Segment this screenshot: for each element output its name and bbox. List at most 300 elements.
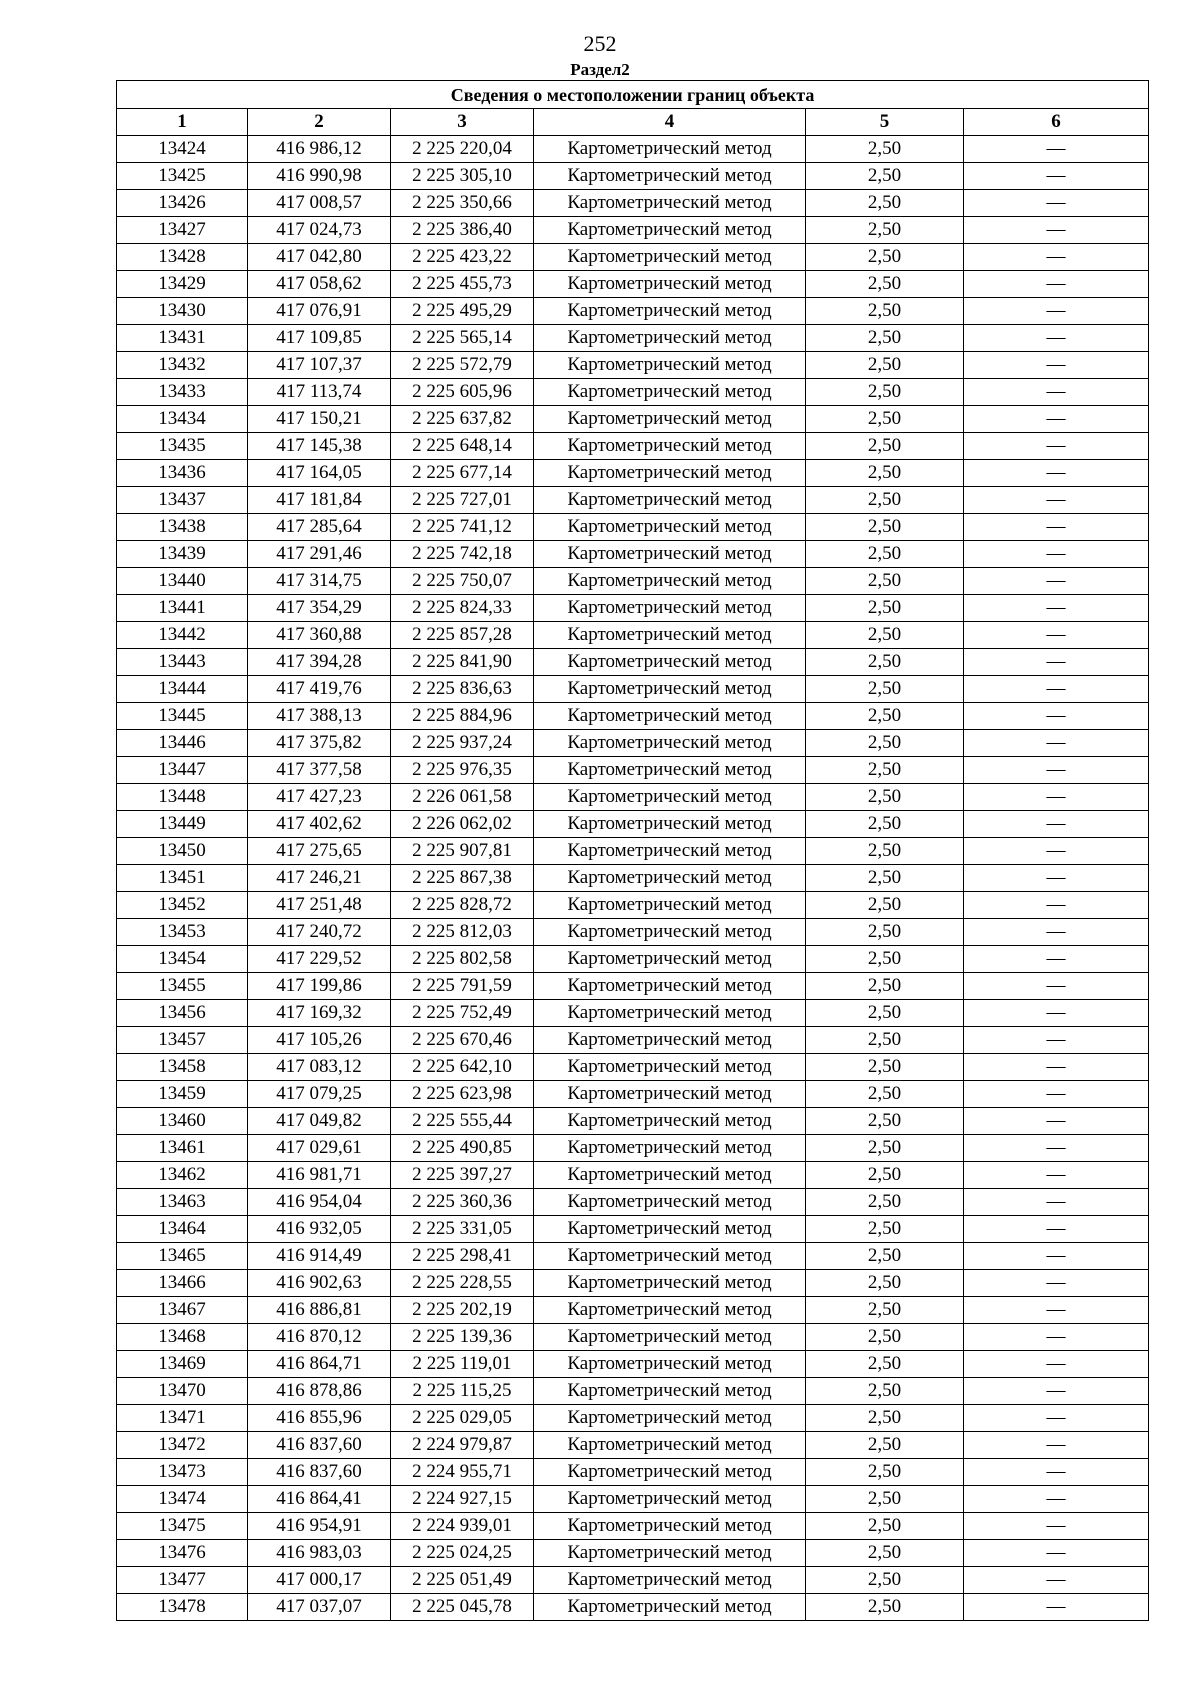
table-row bbox=[117, 1162, 1149, 1189]
table-row bbox=[117, 217, 1149, 244]
description-cell: — bbox=[964, 1459, 1149, 1486]
y-coordinate-cell: 2 225 648,14 bbox=[391, 433, 534, 460]
table-title: Сведения о местоположении границ объекта bbox=[117, 81, 1149, 109]
x-coordinate-cell: 417 291,46 bbox=[248, 541, 391, 568]
point-number-cell: 13464 bbox=[117, 1216, 248, 1243]
accuracy-cell: 2,50 bbox=[806, 622, 964, 649]
method-cell: Картометрический метод bbox=[534, 1432, 806, 1459]
method-cell: Картометрический метод bbox=[534, 298, 806, 325]
x-coordinate-cell: 416 870,12 bbox=[248, 1324, 391, 1351]
x-coordinate-cell: 417 419,76 bbox=[248, 676, 391, 703]
accuracy-cell: 2,50 bbox=[806, 919, 964, 946]
method-cell: Картометрический метод bbox=[534, 973, 806, 1000]
point-number-cell: 13439 bbox=[117, 541, 248, 568]
x-coordinate-cell: 417 037,07 bbox=[248, 1594, 391, 1621]
method-cell: Картометрический метод bbox=[534, 1081, 806, 1108]
description-cell: — bbox=[964, 865, 1149, 892]
method-cell: Картометрический метод bbox=[534, 1486, 806, 1513]
method-cell: Картометрический метод bbox=[534, 1513, 806, 1540]
x-coordinate-cell: 417 083,12 bbox=[248, 1054, 391, 1081]
description-cell: — bbox=[964, 1594, 1149, 1621]
description-cell: — bbox=[964, 946, 1149, 973]
accuracy-cell: 2,50 bbox=[806, 406, 964, 433]
y-coordinate-cell: 2 225 202,19 bbox=[391, 1297, 534, 1324]
point-number-cell: 13435 bbox=[117, 433, 248, 460]
table-row bbox=[117, 568, 1149, 595]
description-cell: — bbox=[964, 1486, 1149, 1513]
y-coordinate-cell: 2 225 350,66 bbox=[391, 190, 534, 217]
description-cell: — bbox=[964, 1216, 1149, 1243]
point-number-cell: 13437 bbox=[117, 487, 248, 514]
description-cell: — bbox=[964, 703, 1149, 730]
accuracy-cell: 2,50 bbox=[806, 1567, 964, 1594]
accuracy-cell: 2,50 bbox=[806, 703, 964, 730]
y-coordinate-cell: 2 225 812,03 bbox=[391, 919, 534, 946]
y-coordinate-cell: 2 225 802,58 bbox=[391, 946, 534, 973]
point-number-cell: 13466 bbox=[117, 1270, 248, 1297]
point-number-cell: 13463 bbox=[117, 1189, 248, 1216]
point-number-cell: 13434 bbox=[117, 406, 248, 433]
method-cell: Картометрический метод bbox=[534, 1135, 806, 1162]
table-row bbox=[117, 1108, 1149, 1135]
point-number-cell: 13427 bbox=[117, 217, 248, 244]
method-cell: Картометрический метод bbox=[534, 1405, 806, 1432]
description-cell: — bbox=[964, 1378, 1149, 1405]
accuracy-cell: 2,50 bbox=[806, 487, 964, 514]
method-cell: Картометрический метод bbox=[534, 649, 806, 676]
description-cell: — bbox=[964, 1567, 1149, 1594]
description-cell: — bbox=[964, 1540, 1149, 1567]
description-cell: — bbox=[964, 1108, 1149, 1135]
column-header: 4 bbox=[534, 109, 806, 136]
method-cell: Картометрический метод bbox=[534, 1459, 806, 1486]
x-coordinate-cell: 416 914,49 bbox=[248, 1243, 391, 1270]
accuracy-cell: 2,50 bbox=[806, 217, 964, 244]
accuracy-cell: 2,50 bbox=[806, 568, 964, 595]
description-cell: — bbox=[964, 1081, 1149, 1108]
column-header: 5 bbox=[806, 109, 964, 136]
y-coordinate-cell: 2 225 051,49 bbox=[391, 1567, 534, 1594]
accuracy-cell: 2,50 bbox=[806, 541, 964, 568]
description-cell: — bbox=[964, 757, 1149, 784]
method-cell: Картометрический метод bbox=[534, 190, 806, 217]
point-number-cell: 13465 bbox=[117, 1243, 248, 1270]
table-row bbox=[117, 703, 1149, 730]
point-number-cell: 13473 bbox=[117, 1459, 248, 1486]
point-number-cell: 13444 bbox=[117, 676, 248, 703]
x-coordinate-cell: 416 990,98 bbox=[248, 163, 391, 190]
description-cell: — bbox=[964, 1243, 1149, 1270]
x-coordinate-cell: 416 902,63 bbox=[248, 1270, 391, 1297]
description-cell: — bbox=[964, 595, 1149, 622]
x-coordinate-cell: 416 954,04 bbox=[248, 1189, 391, 1216]
description-cell: — bbox=[964, 136, 1149, 163]
accuracy-cell: 2,50 bbox=[806, 1108, 964, 1135]
x-coordinate-cell: 416 954,91 bbox=[248, 1513, 391, 1540]
method-cell: Картометрический метод bbox=[534, 1162, 806, 1189]
accuracy-cell: 2,50 bbox=[806, 298, 964, 325]
table-row bbox=[117, 379, 1149, 406]
description-cell: — bbox=[964, 811, 1149, 838]
x-coordinate-cell: 417 029,61 bbox=[248, 1135, 391, 1162]
x-coordinate-cell: 417 388,13 bbox=[248, 703, 391, 730]
y-coordinate-cell: 2 225 331,05 bbox=[391, 1216, 534, 1243]
y-coordinate-cell: 2 225 623,98 bbox=[391, 1081, 534, 1108]
description-cell: — bbox=[964, 352, 1149, 379]
point-number-cell: 13440 bbox=[117, 568, 248, 595]
point-number-cell: 13478 bbox=[117, 1594, 248, 1621]
method-cell: Картометрический метод bbox=[534, 1108, 806, 1135]
description-cell: — bbox=[964, 1351, 1149, 1378]
method-cell: Картометрический метод bbox=[534, 352, 806, 379]
x-coordinate-cell: 417 058,62 bbox=[248, 271, 391, 298]
method-cell: Картометрический метод bbox=[534, 1324, 806, 1351]
method-cell: Картометрический метод bbox=[534, 1189, 806, 1216]
method-cell: Картометрический метод bbox=[534, 676, 806, 703]
table-row bbox=[117, 1405, 1149, 1432]
description-cell: — bbox=[964, 622, 1149, 649]
x-coordinate-cell: 417 164,05 bbox=[248, 460, 391, 487]
table-row bbox=[117, 892, 1149, 919]
table-row bbox=[117, 919, 1149, 946]
x-coordinate-cell: 417 229,52 bbox=[248, 946, 391, 973]
accuracy-cell: 2,50 bbox=[806, 1189, 964, 1216]
x-coordinate-cell: 417 360,88 bbox=[248, 622, 391, 649]
table-row bbox=[117, 1351, 1149, 1378]
x-coordinate-cell: 416 932,05 bbox=[248, 1216, 391, 1243]
method-cell: Картометрический метод bbox=[534, 784, 806, 811]
table-row bbox=[117, 838, 1149, 865]
y-coordinate-cell: 2 225 298,41 bbox=[391, 1243, 534, 1270]
y-coordinate-cell: 2 225 841,90 bbox=[391, 649, 534, 676]
point-number-cell: 13428 bbox=[117, 244, 248, 271]
table-row bbox=[117, 811, 1149, 838]
x-coordinate-cell: 416 864,41 bbox=[248, 1486, 391, 1513]
column-header-row bbox=[117, 109, 1149, 136]
accuracy-cell: 2,50 bbox=[806, 1297, 964, 1324]
description-cell: — bbox=[964, 1135, 1149, 1162]
description-cell: — bbox=[964, 1189, 1149, 1216]
point-number-cell: 13470 bbox=[117, 1378, 248, 1405]
table-row bbox=[117, 1243, 1149, 1270]
x-coordinate-cell: 417 150,21 bbox=[248, 406, 391, 433]
point-number-cell: 13429 bbox=[117, 271, 248, 298]
table-row bbox=[117, 1135, 1149, 1162]
method-cell: Картометрический метод bbox=[534, 460, 806, 487]
table-row bbox=[117, 730, 1149, 757]
description-cell: — bbox=[964, 838, 1149, 865]
table-row bbox=[117, 1486, 1149, 1513]
accuracy-cell: 2,50 bbox=[806, 379, 964, 406]
y-coordinate-cell: 2 225 670,46 bbox=[391, 1027, 534, 1054]
y-coordinate-cell: 2 225 642,10 bbox=[391, 1054, 534, 1081]
table-row bbox=[117, 541, 1149, 568]
accuracy-cell: 2,50 bbox=[806, 676, 964, 703]
x-coordinate-cell: 417 169,32 bbox=[248, 1000, 391, 1027]
method-cell: Картометрический метод bbox=[534, 838, 806, 865]
table-row bbox=[117, 460, 1149, 487]
description-cell: — bbox=[964, 487, 1149, 514]
point-number-cell: 13467 bbox=[117, 1297, 248, 1324]
x-coordinate-cell: 416 837,60 bbox=[248, 1432, 391, 1459]
method-cell: Картометрический метод bbox=[534, 919, 806, 946]
table-row bbox=[117, 325, 1149, 352]
point-number-cell: 13454 bbox=[117, 946, 248, 973]
method-cell: Картометрический метод bbox=[534, 1351, 806, 1378]
table-row bbox=[117, 1000, 1149, 1027]
table-row bbox=[117, 298, 1149, 325]
y-coordinate-cell: 2 225 360,36 bbox=[391, 1189, 534, 1216]
description-cell: — bbox=[964, 163, 1149, 190]
x-coordinate-cell: 416 986,12 bbox=[248, 136, 391, 163]
table-row bbox=[117, 973, 1149, 1000]
x-coordinate-cell: 417 042,80 bbox=[248, 244, 391, 271]
y-coordinate-cell: 2 225 752,49 bbox=[391, 1000, 534, 1027]
description-cell: — bbox=[964, 568, 1149, 595]
method-cell: Картометрический метод bbox=[534, 406, 806, 433]
description-cell: — bbox=[964, 919, 1149, 946]
accuracy-cell: 2,50 bbox=[806, 1081, 964, 1108]
table-row bbox=[117, 1189, 1149, 1216]
y-coordinate-cell: 2 225 741,12 bbox=[391, 514, 534, 541]
accuracy-cell: 2,50 bbox=[806, 811, 964, 838]
y-coordinate-cell: 2 225 937,24 bbox=[391, 730, 534, 757]
accuracy-cell: 2,50 bbox=[806, 325, 964, 352]
method-cell: Картометрический метод bbox=[534, 1594, 806, 1621]
column-header: 3 bbox=[391, 109, 534, 136]
table-row bbox=[117, 136, 1149, 163]
table-row bbox=[117, 676, 1149, 703]
point-number-cell: 13446 bbox=[117, 730, 248, 757]
table-row bbox=[117, 514, 1149, 541]
accuracy-cell: 2,50 bbox=[806, 1135, 964, 1162]
accuracy-cell: 2,50 bbox=[806, 1405, 964, 1432]
x-coordinate-cell: 417 113,74 bbox=[248, 379, 391, 406]
column-header: 1 bbox=[117, 109, 248, 136]
x-coordinate-cell: 416 855,96 bbox=[248, 1405, 391, 1432]
x-coordinate-cell: 417 107,37 bbox=[248, 352, 391, 379]
y-coordinate-cell: 2 225 115,25 bbox=[391, 1378, 534, 1405]
point-number-cell: 13426 bbox=[117, 190, 248, 217]
point-number-cell: 13443 bbox=[117, 649, 248, 676]
y-coordinate-cell: 2 226 061,58 bbox=[391, 784, 534, 811]
accuracy-cell: 2,50 bbox=[806, 1432, 964, 1459]
table-row bbox=[117, 1324, 1149, 1351]
accuracy-cell: 2,50 bbox=[806, 244, 964, 271]
method-cell: Картометрический метод bbox=[534, 1243, 806, 1270]
y-coordinate-cell: 2 225 220,04 bbox=[391, 136, 534, 163]
y-coordinate-cell: 2 225 857,28 bbox=[391, 622, 534, 649]
y-coordinate-cell: 2 225 884,96 bbox=[391, 703, 534, 730]
accuracy-cell: 2,50 bbox=[806, 136, 964, 163]
point-number-cell: 13474 bbox=[117, 1486, 248, 1513]
x-coordinate-cell: 417 394,28 bbox=[248, 649, 391, 676]
x-coordinate-cell: 417 181,84 bbox=[248, 487, 391, 514]
y-coordinate-cell: 2 225 907,81 bbox=[391, 838, 534, 865]
x-coordinate-cell: 416 983,03 bbox=[248, 1540, 391, 1567]
accuracy-cell: 2,50 bbox=[806, 757, 964, 784]
y-coordinate-cell: 2 225 024,25 bbox=[391, 1540, 534, 1567]
y-coordinate-cell: 2 225 139,36 bbox=[391, 1324, 534, 1351]
method-cell: Картометрический метод bbox=[534, 568, 806, 595]
column-header: 6 bbox=[964, 109, 1149, 136]
method-cell: Картометрический метод bbox=[534, 1378, 806, 1405]
description-cell: — bbox=[964, 244, 1149, 271]
point-number-cell: 13448 bbox=[117, 784, 248, 811]
method-cell: Картометрический метод bbox=[534, 379, 806, 406]
description-cell: — bbox=[964, 1324, 1149, 1351]
y-coordinate-cell: 2 225 565,14 bbox=[391, 325, 534, 352]
point-number-cell: 13453 bbox=[117, 919, 248, 946]
method-cell: Картометрический метод bbox=[534, 892, 806, 919]
accuracy-cell: 2,50 bbox=[806, 1270, 964, 1297]
method-cell: Картометрический метод bbox=[534, 811, 806, 838]
accuracy-cell: 2,50 bbox=[806, 1594, 964, 1621]
point-number-cell: 13449 bbox=[117, 811, 248, 838]
table-body bbox=[117, 136, 1149, 1621]
description-cell: — bbox=[964, 514, 1149, 541]
y-coordinate-cell: 2 225 824,33 bbox=[391, 595, 534, 622]
point-number-cell: 13469 bbox=[117, 1351, 248, 1378]
description-cell: — bbox=[964, 784, 1149, 811]
method-cell: Картометрический метод bbox=[534, 136, 806, 163]
table-row bbox=[117, 1270, 1149, 1297]
accuracy-cell: 2,50 bbox=[806, 460, 964, 487]
column-header: 2 bbox=[248, 109, 391, 136]
accuracy-cell: 2,50 bbox=[806, 865, 964, 892]
accuracy-cell: 2,50 bbox=[806, 514, 964, 541]
method-cell: Картометрический метод bbox=[534, 1216, 806, 1243]
description-cell: — bbox=[964, 190, 1149, 217]
accuracy-cell: 2,50 bbox=[806, 433, 964, 460]
accuracy-cell: 2,50 bbox=[806, 784, 964, 811]
x-coordinate-cell: 417 427,23 bbox=[248, 784, 391, 811]
description-cell: — bbox=[964, 217, 1149, 244]
x-coordinate-cell: 417 105,26 bbox=[248, 1027, 391, 1054]
method-cell: Картометрический метод bbox=[534, 1027, 806, 1054]
point-number-cell: 13452 bbox=[117, 892, 248, 919]
accuracy-cell: 2,50 bbox=[806, 1459, 964, 1486]
x-coordinate-cell: 416 864,71 bbox=[248, 1351, 391, 1378]
y-coordinate-cell: 2 226 062,02 bbox=[391, 811, 534, 838]
accuracy-cell: 2,50 bbox=[806, 1243, 964, 1270]
point-number-cell: 13436 bbox=[117, 460, 248, 487]
accuracy-cell: 2,50 bbox=[806, 973, 964, 1000]
method-cell: Картометрический метод bbox=[534, 1567, 806, 1594]
point-number-cell: 13438 bbox=[117, 514, 248, 541]
table-row bbox=[117, 622, 1149, 649]
table-row bbox=[117, 1513, 1149, 1540]
x-coordinate-cell: 417 375,82 bbox=[248, 730, 391, 757]
description-cell: — bbox=[964, 433, 1149, 460]
y-coordinate-cell: 2 225 605,96 bbox=[391, 379, 534, 406]
y-coordinate-cell: 2 225 742,18 bbox=[391, 541, 534, 568]
y-coordinate-cell: 2 225 677,14 bbox=[391, 460, 534, 487]
y-coordinate-cell: 2 225 455,73 bbox=[391, 271, 534, 298]
accuracy-cell: 2,50 bbox=[806, 352, 964, 379]
x-coordinate-cell: 417 000,17 bbox=[248, 1567, 391, 1594]
accuracy-cell: 2,50 bbox=[806, 730, 964, 757]
y-coordinate-cell: 2 225 555,44 bbox=[391, 1108, 534, 1135]
method-cell: Картометрический метод bbox=[534, 541, 806, 568]
x-coordinate-cell: 417 246,21 bbox=[248, 865, 391, 892]
point-number-cell: 13471 bbox=[117, 1405, 248, 1432]
x-coordinate-cell: 416 981,71 bbox=[248, 1162, 391, 1189]
accuracy-cell: 2,50 bbox=[806, 1351, 964, 1378]
point-number-cell: 13477 bbox=[117, 1567, 248, 1594]
point-number-cell: 13442 bbox=[117, 622, 248, 649]
point-number-cell: 13424 bbox=[117, 136, 248, 163]
method-cell: Картометрический метод bbox=[534, 1297, 806, 1324]
point-number-cell: 13431 bbox=[117, 325, 248, 352]
y-coordinate-cell: 2 224 979,87 bbox=[391, 1432, 534, 1459]
description-cell: — bbox=[964, 1513, 1149, 1540]
table-row bbox=[117, 1297, 1149, 1324]
point-number-cell: 13475 bbox=[117, 1513, 248, 1540]
description-cell: — bbox=[964, 379, 1149, 406]
x-coordinate-cell: 417 076,91 bbox=[248, 298, 391, 325]
y-coordinate-cell: 2 225 828,72 bbox=[391, 892, 534, 919]
accuracy-cell: 2,50 bbox=[806, 1054, 964, 1081]
method-cell: Картометрический метод bbox=[534, 217, 806, 244]
x-coordinate-cell: 416 878,86 bbox=[248, 1378, 391, 1405]
y-coordinate-cell: 2 225 228,55 bbox=[391, 1270, 534, 1297]
description-cell: — bbox=[964, 1000, 1149, 1027]
description-cell: — bbox=[964, 271, 1149, 298]
point-number-cell: 13456 bbox=[117, 1000, 248, 1027]
description-cell: — bbox=[964, 730, 1149, 757]
point-number-cell: 13476 bbox=[117, 1540, 248, 1567]
method-cell: Картометрический метод bbox=[534, 757, 806, 784]
y-coordinate-cell: 2 225 119,01 bbox=[391, 1351, 534, 1378]
point-number-cell: 13455 bbox=[117, 973, 248, 1000]
x-coordinate-cell: 417 079,25 bbox=[248, 1081, 391, 1108]
table-row bbox=[117, 757, 1149, 784]
boundary-coordinates-table bbox=[116, 80, 1149, 1621]
x-coordinate-cell: 417 024,73 bbox=[248, 217, 391, 244]
x-coordinate-cell: 417 285,64 bbox=[248, 514, 391, 541]
point-number-cell: 13457 bbox=[117, 1027, 248, 1054]
method-cell: Картометрический метод bbox=[534, 595, 806, 622]
method-cell: Картометрический метод bbox=[534, 325, 806, 352]
table-row bbox=[117, 1432, 1149, 1459]
y-coordinate-cell: 2 225 386,40 bbox=[391, 217, 534, 244]
method-cell: Картометрический метод bbox=[534, 433, 806, 460]
y-coordinate-cell: 2 225 490,85 bbox=[391, 1135, 534, 1162]
method-cell: Картометрический метод bbox=[534, 487, 806, 514]
x-coordinate-cell: 417 354,29 bbox=[248, 595, 391, 622]
method-cell: Картометрический метод bbox=[534, 946, 806, 973]
accuracy-cell: 2,50 bbox=[806, 1324, 964, 1351]
y-coordinate-cell: 2 225 836,63 bbox=[391, 676, 534, 703]
description-cell: — bbox=[964, 406, 1149, 433]
method-cell: Картометрический метод bbox=[534, 1270, 806, 1297]
table-row bbox=[117, 244, 1149, 271]
accuracy-cell: 2,50 bbox=[806, 649, 964, 676]
x-coordinate-cell: 417 275,65 bbox=[248, 838, 391, 865]
x-coordinate-cell: 417 377,58 bbox=[248, 757, 391, 784]
y-coordinate-cell: 2 225 495,29 bbox=[391, 298, 534, 325]
x-coordinate-cell: 417 314,75 bbox=[248, 568, 391, 595]
accuracy-cell: 2,50 bbox=[806, 595, 964, 622]
point-number-cell: 13447 bbox=[117, 757, 248, 784]
y-coordinate-cell: 2 225 867,38 bbox=[391, 865, 534, 892]
x-coordinate-cell: 417 109,85 bbox=[248, 325, 391, 352]
point-number-cell: 13441 bbox=[117, 595, 248, 622]
accuracy-cell: 2,50 bbox=[806, 1000, 964, 1027]
x-coordinate-cell: 416 837,60 bbox=[248, 1459, 391, 1486]
description-cell: — bbox=[964, 460, 1149, 487]
